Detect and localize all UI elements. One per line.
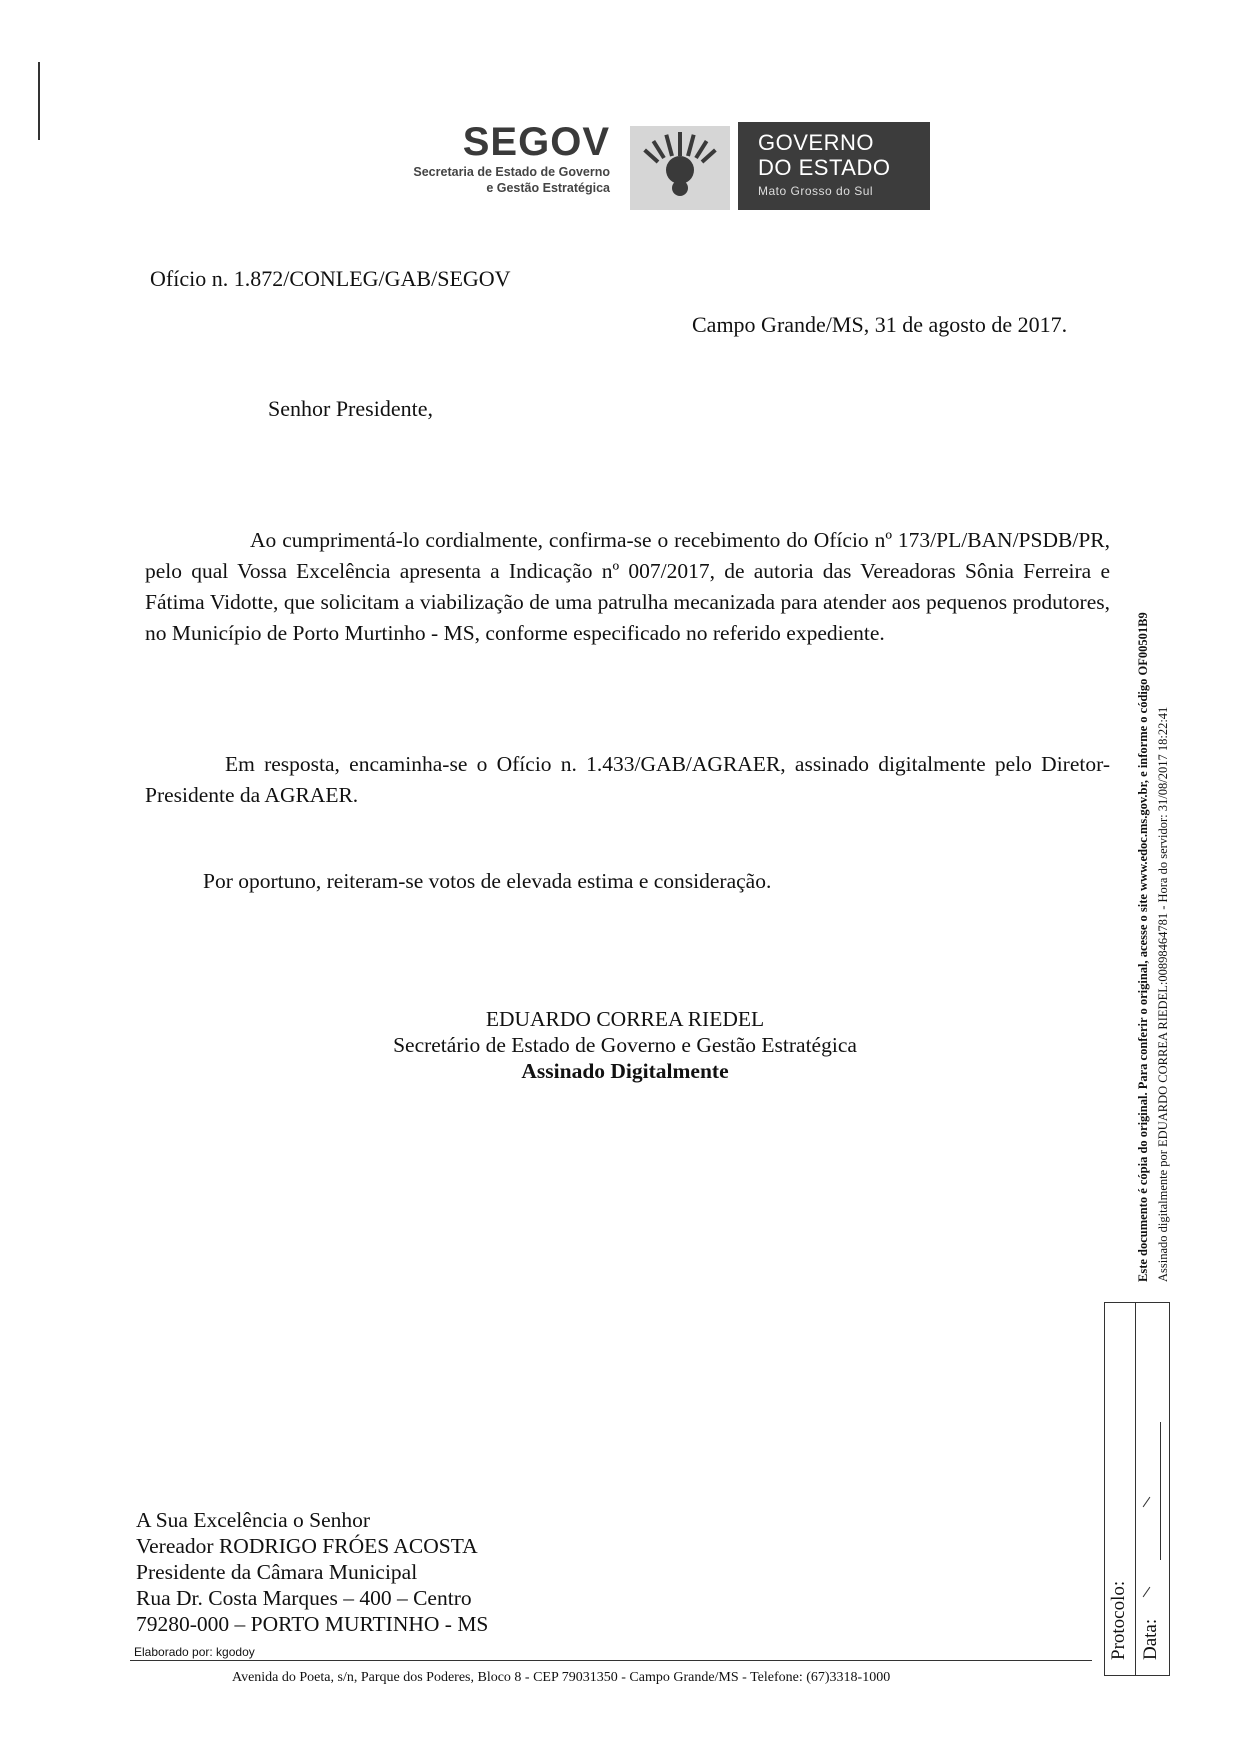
gov-logo-line3: Mato Grosso do Sul [758, 184, 874, 198]
segov-logo [340, 120, 610, 196]
recipient-line-2: Vereador RODRIGO FRÓES ACOSTA [136, 1534, 478, 1558]
data-label: Data: [1140, 1618, 1161, 1660]
elaborado-por: Elaborado por: kgodoy [134, 1645, 255, 1659]
footer-divider [130, 1660, 1092, 1661]
gov-logo-line1: GOVERNO [758, 130, 874, 155]
segov-title: SEGOV [462, 120, 610, 164]
recipient-line-3: Presidente da Câmara Municipal [136, 1560, 418, 1584]
signer-name: EDUARDO CORREA RIEDEL [485, 1007, 765, 1031]
paragraph-1: Ao cumprimentá-lo cordialmente, confirma-se o recebimento do Ofício nº 173/PL/BAN/PSDB/PR, pelo qual Vossa Excelência apresenta a Indicação nº 007/2017, de autoria das Vereadoras Sônia Ferreira e Fátima Vidotte, que solicitam a viabilização de uma patrulha mecanizada para atender aos pequenos produtores, no Município de Porto Murtinho - MS, conforme especificado no referido expediente. [145, 528, 1110, 645]
governo-estado-logo [738, 122, 930, 210]
segov-subtitle-2: e Gestão Estratégica [486, 181, 610, 195]
recipient-line-5: 79280-000 – PORTO MURTINHO - MS [136, 1612, 489, 1636]
salutation: Senhor Presidente, [268, 396, 433, 421]
recipient-line-4: Rua Dr. Costa Marques – 400 – Centro [136, 1586, 472, 1610]
date-field-line [1160, 1422, 1161, 1560]
paragraph-2: Em resposta, encaminha-se o Ofício n. 1.433/GAB/AGRAER, assinado digitalmente pelo Diretor-Presidente da AGRAER. [145, 752, 1110, 807]
oficio-number: Ofício n. 1.872/CONLEG/GAB/SEGOV [150, 266, 511, 291]
margin-mark [38, 62, 40, 140]
gov-logo-line2: DO ESTADO [758, 155, 891, 180]
protocol-box-divider [1135, 1302, 1136, 1676]
protocolo-label: Protocolo: [1108, 1580, 1129, 1660]
recipient-line-1: A Sua Excelência o Senhor [136, 1508, 371, 1532]
recipient-block [136, 1507, 488, 1637]
digital-signature-stamp: Assinado digitalmente por EDUARDO CORREA RIEDEL:00898464781 - Hora do servidor: 31/08/2017 18:22:41 [1156, 706, 1170, 1282]
sun-emblem-icon [630, 126, 730, 210]
signer-title: Secretário de Estado de Governo e Gestão Estratégica [393, 1033, 857, 1057]
footer-address: Avenida do Poeta, s/n, Parque dos Poderes, Bloco 8 - CEP 79031350 - Campo Grande/MS - Telefone: (67)3318-1000 [232, 1670, 891, 1685]
paragraph-3: Por oportuno, reiteram-se votos de elevada estima e consideração. [203, 869, 772, 893]
letter-date: Campo Grande/MS, 31 de agosto de 2017. [692, 312, 1068, 337]
segov-subtitle-1: Secretaria de Estado de Governo [413, 165, 610, 179]
verification-note: Este documento é cópia do original. Para conferir o original, acesse o site www.edoc.ms.gov.br, e informe o código OF00501B9 [1136, 612, 1150, 1282]
digital-signature-note: Assinado Digitalmente [521, 1059, 729, 1083]
